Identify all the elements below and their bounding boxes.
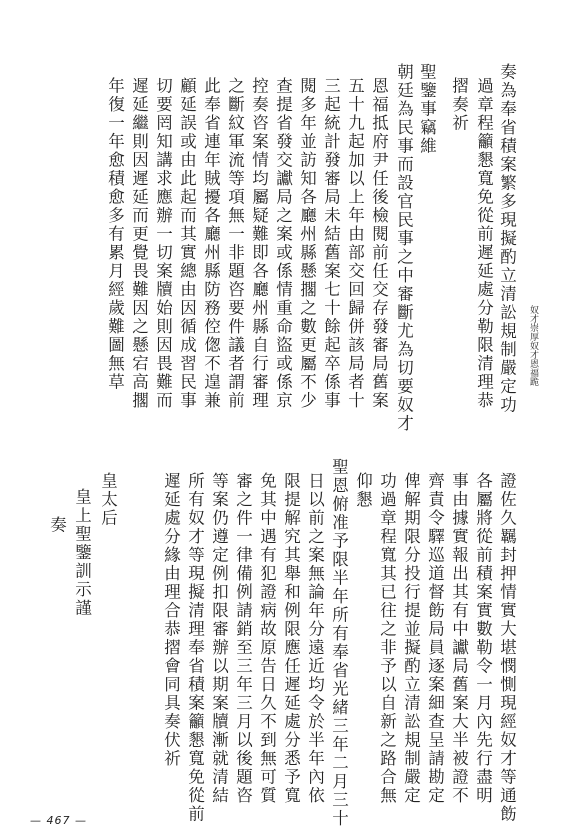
text-column: 仰懇 [353,472,373,509]
text-column: 顧延誤或由此起而其實總由因循成習民事 [177,77,197,410]
side-note: 奴才崇厚奴才恩福跪 [528,305,538,386]
text-column: 證佐久羈封押情實大堪憫惻現經奴才等通飭 [497,472,517,824]
text-column: 齊責令驛巡道督飭局員逐案細查呈請勘定 [425,472,445,805]
text-column: 之斷紋軍流等項無一非題咨要件議者謂前 [225,77,245,410]
text-column: 聖鑒事竊維 [417,63,437,156]
text-column: 免其中遇有犯證病故原告日久不到無可質 [257,472,277,805]
text-column: 五十九起加以上年由部交回歸併該局者十 [345,77,365,410]
text-column: 此奉省連年賊擾各廳州縣防務倥偬不遑兼 [201,77,221,410]
text-column: 閱多年並訪知各廳州縣懸擱之數更屬不少 [297,77,317,410]
text-column: 摺奏祈 [449,77,469,133]
text-column: 限提解究其舉和例限應任遲延處分悉予寬 [281,472,301,805]
text-column: 審之件一律備例請銷至三年三月以後題咨 [233,472,253,805]
page-number: — 467 — [30,814,87,827]
text-column: 聖恩俯准予限半年所有奉省光緒三年二月三十 [329,458,349,828]
text-column: 奏 [47,516,67,535]
text-column: 控奏咨案情均屬疑難即各廳州縣自行審理 [249,77,269,410]
text-column: 皇太后 [98,472,118,528]
text-column: 切要罔知講求應辦一切案牘始則因畏難而 [153,77,173,410]
text-column: 朝廷為民事而設官民事之中審斷尤為切要奴才 [394,63,414,433]
text-column: 各屬將從前積案實數勒令一月內先行盡明 [473,472,493,805]
text-column: 三起統計發審局未結舊案七十餘起卒係事 [321,77,341,410]
text-column: 等案仍遵定例扣限審辦以期案牘漸就清結 [209,472,229,805]
text-column: 皇上聖鑒訓示謹 [72,488,92,618]
text-column: 遲延繼則因遲延而更覺畏難因之懸宕高擱 [129,77,149,410]
text-column: 奏為奉省積案繁多現擬酌立清訟規制嚴定功 [497,63,517,415]
text-column: 遲延處分緣由理合恭摺會同具奏伏祈 [161,472,181,768]
text-column: 過章程籲懇寬免從前遲延處分勒限清理恭 [474,77,494,410]
text-column: 查提省發交讞局之案或係情重命盜或係京 [273,77,293,410]
text-column: 所有奴才等現擬清理奉省積案籲懇寬免從前 [185,472,205,824]
text-column: 日以前之案無論年分遠近均令於半年內依 [305,472,325,805]
text-column: 恩福抵府尹任後檢閱前任交存發審局舊案 [369,77,389,410]
text-column: 俾解期限分投行提並擬酌立清訟規制嚴定 [401,472,421,805]
text-column: 事由據實報出其有中讞局舊案大半被證不 [449,472,469,805]
text-column: 功過章程寬其已往之非予以自新之路合無 [377,472,397,805]
text-column: 年復一年愈積愈多有累月經歲難圖無草 [105,77,125,392]
